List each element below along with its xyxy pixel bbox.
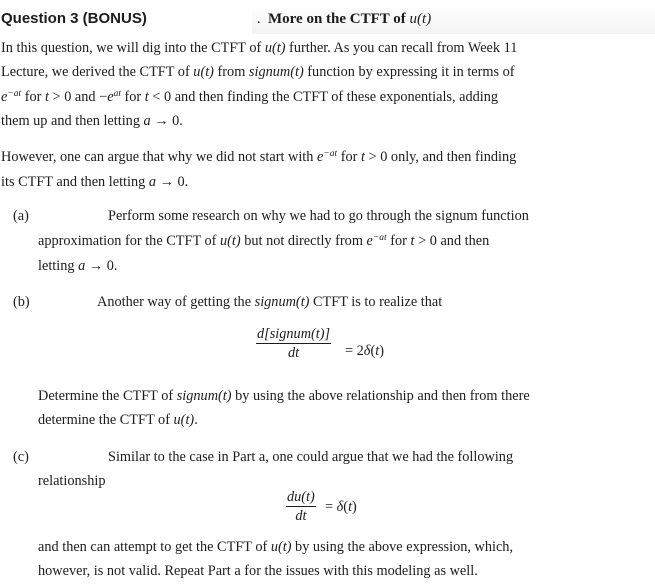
part-c-marker: (c) — [13, 449, 29, 465]
part-c-eq-denominator: dt — [295, 508, 307, 524]
part-c-eq-numerator: du(t) — [287, 489, 315, 505]
intro-line-4: them up and then letting a → 0. — [1, 113, 183, 129]
part-b-eq-denominator: dt — [287, 345, 300, 361]
part-c-line-3: and then can attempt to get the CTFT of u(t) by using the above expression, which, — [38, 539, 514, 555]
part-c-equation-rhs: = δ(t) — [325, 499, 357, 515]
para2-line-2: its CTFT and then letting a → 0. — [1, 174, 189, 190]
part-c-equation-fraction — [286, 488, 316, 525]
section-title: More on the CTFT of u(t) — [268, 11, 432, 27]
part-c-line-4: however, is not valid. Repeat Part a for the issues with this modeling as well. — [38, 563, 478, 579]
intro-line-2: Lecture, we derived the CTFT of u(t) from signum(t) function by expressing it in terms of — [1, 64, 515, 80]
part-a-line-3: letting a → 0. — [38, 258, 118, 274]
part-b-line-2: Determine the CTFT of signum(t) by using the above relationship and then from there — [38, 388, 530, 404]
part-b-line-3: determine the CTFT of u(t). — [38, 412, 198, 428]
part-a-line-1: Perform some research on why we had to go through the signum function — [108, 208, 529, 224]
part-b-marker: (b) — [13, 294, 30, 310]
part-c-line-1: Similar to the case in Part a, one could argue that we had the following — [108, 449, 514, 465]
part-b-equation-fraction — [256, 325, 331, 362]
question-label: Question 3 (BONUS) — [1, 10, 147, 27]
part-b-eq-numerator: d[signum(t)] — [257, 326, 331, 342]
part-b-line-1: Another way of getting the signum(t) CTFT is to realize that — [97, 294, 443, 310]
para2-line-1: However, one can argue that why we did not start with $e^{-at}$ for t > 0 only, and then finding — [1, 149, 517, 165]
intro-line-3: $e^{-at}$ for t > 0 and $-e^{at}$ for t < 0 and then finding the CTFT of these exponentials, adding — [1, 89, 499, 105]
part-c-line-2: relationship — [38, 473, 106, 489]
part-b-equation-rhs: = 2δ(t) — [345, 343, 384, 359]
header-dot: . — [257, 11, 261, 27]
part-a-line-2: approximation for the CTFT of u(t) but not directly from $e^{-at}$ for t > 0 and then — [38, 233, 490, 249]
intro-line-1: In this question, we will dig into the CTFT of u(t) further. As you can recall from Week 11 — [1, 40, 518, 56]
part-a-marker: (a) — [13, 208, 29, 224]
